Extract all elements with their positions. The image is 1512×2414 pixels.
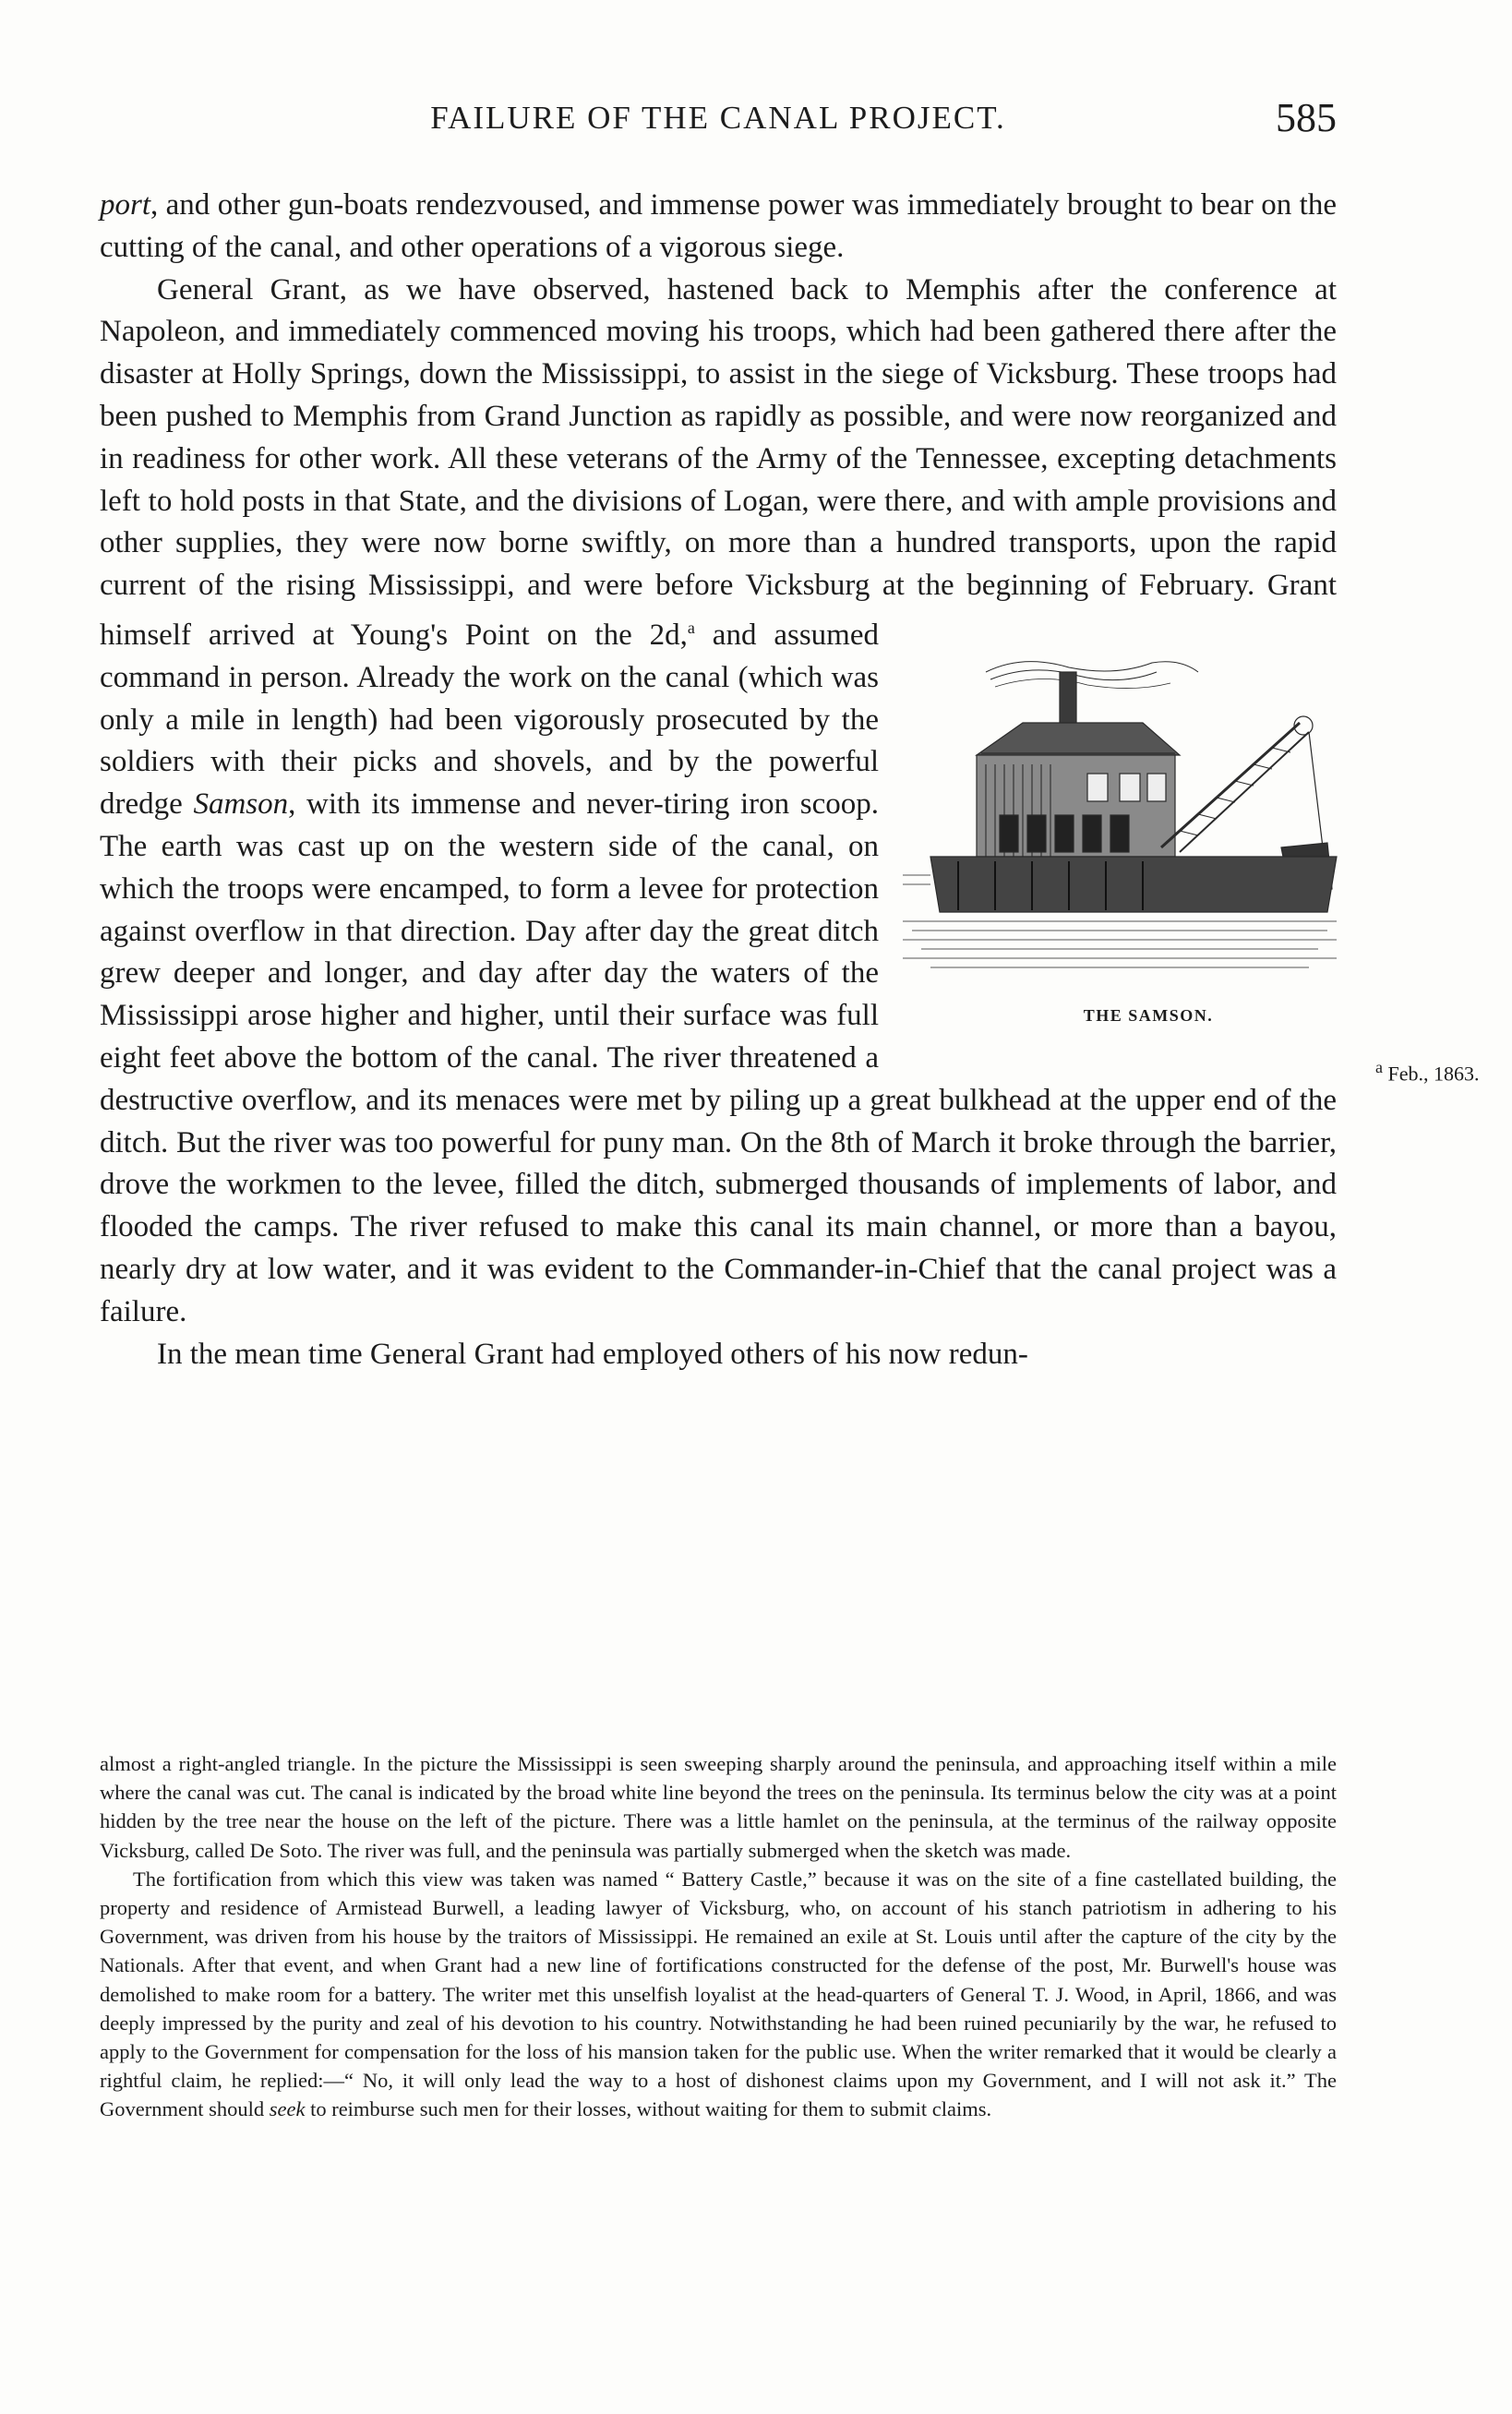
margin-note-mark: a — [1375, 1057, 1383, 1076]
paragraph-2-text-b: and assumed command in person. Already the work on the canal (which was only a mile in length) had been vigorously prosecuted by the soldiers with their picks and shovels, and by the powerful dredge — [100, 618, 880, 822]
figure-caption: THE SAMSON. — [1083, 1005, 1214, 1025]
running-title: FAILURE OF THE CANAL PROJECT. — [430, 100, 1006, 136]
samson-figure — [903, 635, 1337, 1043]
paragraph-2 — [100, 270, 1480, 1334]
paragraph-3: In the mean time General Grant had employed others of his now redun- — [157, 1337, 1028, 1371]
paragraph-1-text: , and other gun-boats rendezvoused, and immense power was immediately brought to bear on the cutting of the canal, and other operations of a vigorous siege. — [100, 188, 1337, 264]
footnotes — [100, 1749, 1337, 2124]
running-head — [100, 92, 1337, 148]
page-number: 585 — [1276, 95, 1337, 140]
main-text — [100, 185, 1480, 1375]
footnote-battery-castle — [100, 1865, 1337, 2124]
paragraph-1 — [100, 185, 1337, 270]
margin-note-text: Feb., 1863. — [1387, 1062, 1480, 1086]
italic-samson: Samson — [193, 787, 289, 822]
italic-port: port — [100, 188, 151, 222]
paragraph-2-text-a: General Grant, as we have observed, hastened back to Memphis after the conference at Napoleon, and immediately commenced moving his troops, which had been gathered there after the disaster at Holly Springs, down the Mississippi, to assist in the siege of Vicksburg. These troops had been pushed to Memphis from Grand Junction as rapidly as possible, and were now reorganized and in readiness for other work. All these veterans of the Army of the Tennessee, excepting detachments left to hold posts in that State, and the divisions of Logan, were there, and with ample provisions and other supplies, they were now borne swiftly, on more than a hundred transports, upon the rapid current of the rising Mississippi, and were before Vicksburg at the beginning of February. Grant himself arrived at Young's Point on the 2d, — [100, 272, 1337, 652]
samson-dredge-illustration — [903, 635, 1337, 986]
footnote-ref-a: a — [687, 618, 695, 637]
paragraph-2-text-c: , with its immense and never-tiring iron scoop. The earth was cast up on the western side of the canal, on which the troops were encamped, to form a levee for protection against overflow in that direction. Day after day the great ditch grew deeper and longer, and day after day the waters of the Mississippi arose higher and higher, until their surface was full eight feet above the bottom of the canal. The river threatened a destructive overflow, and its menaces were met by piling up a great bulkhead at the upper end of the ditch. But the river was too powerful for puny man. On the 8th of March it broke through the barrier, drove the workmen to the levee, filled the ditch, submerged thousands of implements of labor, and flooded the camps. The river refused to make this canal its main channel, or more than a bayou, nearly dry at low water, and it was evident to the Commander-in-Chief that the canal project was a failure. — [100, 787, 1337, 1328]
italic-seek: seek — [269, 2097, 306, 2121]
footnote-2-text-b: to reimburse such men for their losses, without waiting for them to submit claims. — [305, 2097, 992, 2121]
footnote-2-text-a: The fortification from which this view was taken was named “ Battery Castle,” because it was on the site of a fine castellated building, the property and residence of Armistead Burwell, a leading lawyer of Vicksburg, who, on account of his stanch patriotism in adhering to his Government, was driven from his house by the traitors of Mississippi. He remained an exile at St. Louis until after the capture of the city by the Nationals. After that event, and when Grant had a new line of fortifications constructed for the defense of the post, Mr. Burwell's house was demolished to make room for a battery. The writer met this unselfish loyalist at the head-quarters of General T. J. Wood, in April, 1866, and was deeply impressed by the purity and zeal of his devotion to his country. Notwithstanding he had been ruined pecuniarily by the war, he refused to apply to the Government for compensation for the loss of his mansion taken for the public use. When the writer remarked that it would be clearly a rightful claim, he replied:—“ No, it will only lead the way to a host of dishonest claims upon my Government, and I will not ask it.” The Government should — [100, 1867, 1337, 2121]
marginal-date-note — [1318, 1056, 1512, 1086]
footnote-continued: almost a right-angled triangle. In the picture the Mississippi is seen sweeping sharply around the peninsula, and approaching itself within a mile where the canal was cut. The canal is indicated by the broad white line beyond the trees on the peninsula. Its terminus below the city was at a point hidden by the tree near the house on the left of the picture. There was a little hamlet on the peninsula, at the terminus of the railway opposite Vicksburg, called De Soto. The river was full, and the peninsula was partially submerged when the sketch was made. — [100, 1752, 1337, 1862]
